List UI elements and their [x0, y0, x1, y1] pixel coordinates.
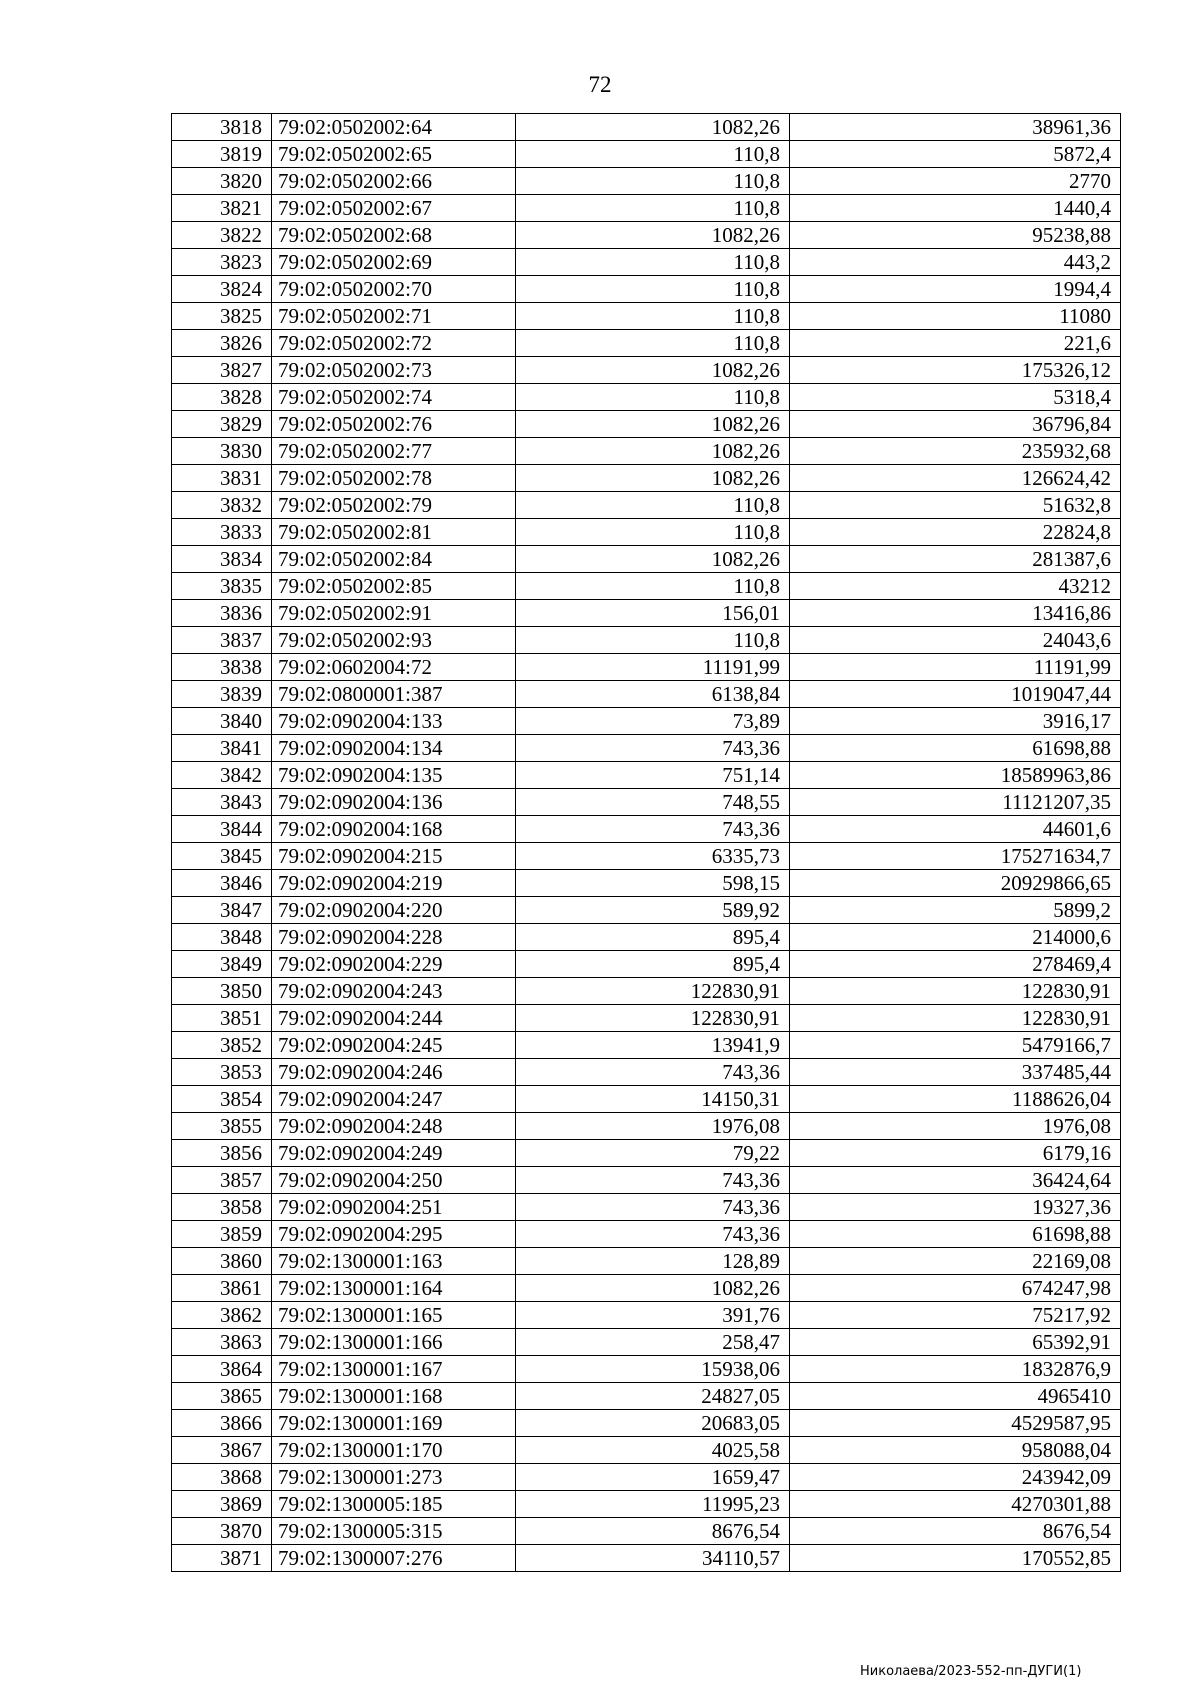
table-row	[172, 1329, 1121, 1356]
cadastral-value: 243942,09	[790, 1464, 1121, 1491]
specific-value: 122830,91	[516, 978, 790, 1005]
cadastral-value: 122830,91	[790, 1005, 1121, 1032]
cadastral-number: 79:02:0502002:73	[272, 357, 516, 384]
row-number: 3871	[172, 1545, 272, 1572]
row-number: 3842	[172, 762, 272, 789]
cadastral-number: 79:02:0502002:77	[272, 438, 516, 465]
cadastral-value: 61698,88	[790, 735, 1121, 762]
table-row	[172, 816, 1121, 843]
cadastral-value: 8676,54	[790, 1518, 1121, 1545]
cadastral-number: 79:02:0902004:215	[272, 843, 516, 870]
row-number: 3827	[172, 357, 272, 384]
cadastral-value: 4529587,95	[790, 1410, 1121, 1437]
cadastral-value: 6179,16	[790, 1140, 1121, 1167]
specific-value: 110,8	[516, 195, 790, 222]
table-row	[172, 1410, 1121, 1437]
table-row	[172, 708, 1121, 735]
row-number: 3833	[172, 519, 272, 546]
table-row	[172, 114, 1121, 141]
specific-value: 743,36	[516, 1194, 790, 1221]
cadastral-value: 1976,08	[790, 1113, 1121, 1140]
table-row	[172, 924, 1121, 951]
row-number: 3860	[172, 1248, 272, 1275]
row-number: 3835	[172, 573, 272, 600]
table-row	[172, 1248, 1121, 1275]
row-number: 3864	[172, 1356, 272, 1383]
cadastral-number: 79:02:0902004:244	[272, 1005, 516, 1032]
row-number: 3851	[172, 1005, 272, 1032]
cadastral-value: 235932,68	[790, 438, 1121, 465]
cadastral-value: 43212	[790, 573, 1121, 600]
cadastral-value: 221,6	[790, 330, 1121, 357]
table-row	[172, 1356, 1121, 1383]
cadastral-number: 79:02:0902004:247	[272, 1086, 516, 1113]
row-number: 3832	[172, 492, 272, 519]
row-number: 3841	[172, 735, 272, 762]
table-row	[172, 897, 1121, 924]
specific-value: 1976,08	[516, 1113, 790, 1140]
cadastral-number: 79:02:1300001:166	[272, 1329, 516, 1356]
cadastral-value: 126624,42	[790, 465, 1121, 492]
cadastral-number: 79:02:0902004:245	[272, 1032, 516, 1059]
cadastral-value: 13416,86	[790, 600, 1121, 627]
specific-value: 128,89	[516, 1248, 790, 1275]
table-row	[172, 1383, 1121, 1410]
specific-value: 895,4	[516, 951, 790, 978]
row-number: 3819	[172, 141, 272, 168]
table-row	[172, 1194, 1121, 1221]
row-number: 3854	[172, 1086, 272, 1113]
row-number: 3858	[172, 1194, 272, 1221]
table-row	[172, 411, 1121, 438]
specific-value: 11191,99	[516, 654, 790, 681]
cadastral-value: 5899,2	[790, 897, 1121, 924]
cadastral-value: 1832876,9	[790, 1356, 1121, 1383]
table-row	[172, 519, 1121, 546]
row-number: 3852	[172, 1032, 272, 1059]
cadastral-value: 95238,88	[790, 222, 1121, 249]
specific-value: 1082,26	[516, 546, 790, 573]
table-row	[172, 978, 1121, 1005]
cadastral-value: 75217,92	[790, 1302, 1121, 1329]
row-number: 3866	[172, 1410, 272, 1437]
specific-value: 110,8	[516, 276, 790, 303]
specific-value: 6138,84	[516, 681, 790, 708]
cadastral-value: 4270301,88	[790, 1491, 1121, 1518]
row-number: 3836	[172, 600, 272, 627]
cadastral-value: 22824,8	[790, 519, 1121, 546]
specific-value: 24827,05	[516, 1383, 790, 1410]
cadastral-value: 51632,8	[790, 492, 1121, 519]
table-row	[172, 330, 1121, 357]
cadastral-number: 79:02:0902004:136	[272, 789, 516, 816]
cadastral-value: 958088,04	[790, 1437, 1121, 1464]
specific-value: 1659,47	[516, 1464, 790, 1491]
row-number: 3828	[172, 384, 272, 411]
cadastral-number: 79:02:1300007:276	[272, 1545, 516, 1572]
row-number: 3862	[172, 1302, 272, 1329]
table-row	[172, 492, 1121, 519]
cadastral-value: 11121207,35	[790, 789, 1121, 816]
specific-value: 1082,26	[516, 438, 790, 465]
specific-value: 110,8	[516, 249, 790, 276]
row-number: 3826	[172, 330, 272, 357]
specific-value: 14150,31	[516, 1086, 790, 1113]
table-row	[172, 870, 1121, 897]
specific-value: 1082,26	[516, 465, 790, 492]
table-row	[172, 384, 1121, 411]
table-row	[172, 438, 1121, 465]
specific-value: 1082,26	[516, 411, 790, 438]
specific-value: 20683,05	[516, 1410, 790, 1437]
row-number: 3822	[172, 222, 272, 249]
specific-value: 751,14	[516, 762, 790, 789]
specific-value: 1082,26	[516, 222, 790, 249]
specific-value: 1082,26	[516, 1275, 790, 1302]
table-row	[172, 1275, 1121, 1302]
specific-value: 743,36	[516, 816, 790, 843]
cadastral-number: 79:02:0502002:81	[272, 519, 516, 546]
cadastral-number: 79:02:0902004:134	[272, 735, 516, 762]
cadastral-number: 79:02:0902004:229	[272, 951, 516, 978]
cadastral-value: 5872,4	[790, 141, 1121, 168]
row-number: 3846	[172, 870, 272, 897]
cadastral-number: 79:02:0602004:72	[272, 654, 516, 681]
row-number: 3830	[172, 438, 272, 465]
specific-value: 34110,57	[516, 1545, 790, 1572]
page-number: 72	[588, 72, 612, 97]
table-row	[172, 195, 1121, 222]
row-number: 3849	[172, 951, 272, 978]
specific-value: 110,8	[516, 330, 790, 357]
table-row	[172, 249, 1121, 276]
specific-value: 11995,23	[516, 1491, 790, 1518]
cadastral-number: 79:02:0502002:70	[272, 276, 516, 303]
cadastral-number: 79:02:0502002:66	[272, 168, 516, 195]
cadastral-value: 2770	[790, 168, 1121, 195]
table-row	[172, 843, 1121, 870]
row-number: 3837	[172, 627, 272, 654]
cadastral-number: 79:02:0502002:67	[272, 195, 516, 222]
cadastral-number: 79:02:0902004:295	[272, 1221, 516, 1248]
specific-value: 15938,06	[516, 1356, 790, 1383]
table-row	[172, 303, 1121, 330]
row-number: 3856	[172, 1140, 272, 1167]
cadastral-number: 79:02:0902004:228	[272, 924, 516, 951]
cadastral-value: 11191,99	[790, 654, 1121, 681]
cadastral-value: 1188626,04	[790, 1086, 1121, 1113]
table-row	[172, 681, 1121, 708]
specific-value: 391,76	[516, 1302, 790, 1329]
cadastral-value: 170552,85	[790, 1545, 1121, 1572]
cadastral-number: 79:02:0502002:79	[272, 492, 516, 519]
table-row	[172, 762, 1121, 789]
cadastral-value: 5479166,7	[790, 1032, 1121, 1059]
cadastral-number: 79:02:0502002:68	[272, 222, 516, 249]
cadastral-value: 65392,91	[790, 1329, 1121, 1356]
cadastral-value: 1440,4	[790, 195, 1121, 222]
row-number: 3820	[172, 168, 272, 195]
table-row	[172, 1005, 1121, 1032]
row-number: 3868	[172, 1464, 272, 1491]
specific-value: 1082,26	[516, 357, 790, 384]
row-number: 3848	[172, 924, 272, 951]
row-number: 3821	[172, 195, 272, 222]
table-row	[172, 546, 1121, 573]
cadastral-number: 79:02:0902004:243	[272, 978, 516, 1005]
table-body	[172, 114, 1121, 1572]
table-row	[172, 1464, 1121, 1491]
specific-value: 13941,9	[516, 1032, 790, 1059]
cadastral-value: 18589963,86	[790, 762, 1121, 789]
row-number: 3823	[172, 249, 272, 276]
cadastral-value: 674247,98	[790, 1275, 1121, 1302]
cadastral-number: 79:02:0902004:248	[272, 1113, 516, 1140]
row-number: 3863	[172, 1329, 272, 1356]
cadastral-number: 79:02:1300001:168	[272, 1383, 516, 1410]
specific-value: 110,8	[516, 303, 790, 330]
specific-value: 110,8	[516, 627, 790, 654]
cadastral-number: 79:02:0502002:91	[272, 600, 516, 627]
row-number: 3857	[172, 1167, 272, 1194]
row-number: 3847	[172, 897, 272, 924]
cadastral-number: 79:02:1300001:167	[272, 1356, 516, 1383]
specific-value: 748,55	[516, 789, 790, 816]
row-number: 3855	[172, 1113, 272, 1140]
row-number: 3867	[172, 1437, 272, 1464]
table-row	[172, 951, 1121, 978]
specific-value: 743,36	[516, 1167, 790, 1194]
table-row	[172, 465, 1121, 492]
row-number: 3818	[172, 114, 272, 141]
cadastral-number: 79:02:0902004:220	[272, 897, 516, 924]
table-row	[172, 600, 1121, 627]
row-number: 3838	[172, 654, 272, 681]
cadastral-value: 5318,4	[790, 384, 1121, 411]
cadastral-number: 79:02:0502002:74	[272, 384, 516, 411]
cadastral-number: 79:02:1300001:163	[272, 1248, 516, 1275]
specific-value: 110,8	[516, 141, 790, 168]
specific-value: 6335,73	[516, 843, 790, 870]
table-row	[172, 1545, 1121, 1572]
row-number: 3840	[172, 708, 272, 735]
cadastral-value: 38961,36	[790, 114, 1121, 141]
specific-value: 589,92	[516, 897, 790, 924]
cadastral-number: 79:02:0502002:93	[272, 627, 516, 654]
table-row	[172, 1221, 1121, 1248]
table-row	[172, 168, 1121, 195]
table-row	[172, 735, 1121, 762]
table-row	[172, 1167, 1121, 1194]
cadastral-value: 20929866,65	[790, 870, 1121, 897]
cadastral-number: 79:02:0902004:133	[272, 708, 516, 735]
cadastral-number: 79:02:0502002:76	[272, 411, 516, 438]
specific-value: 4025,58	[516, 1437, 790, 1464]
cadastral-value: 1994,4	[790, 276, 1121, 303]
specific-value: 1082,26	[516, 114, 790, 141]
cadastral-value: 44601,6	[790, 816, 1121, 843]
row-number: 3844	[172, 816, 272, 843]
cadastral-number: 79:02:0502002:84	[272, 546, 516, 573]
cadastral-value: 214000,6	[790, 924, 1121, 951]
specific-value: 895,4	[516, 924, 790, 951]
table-row	[172, 1059, 1121, 1086]
cadastral-number: 79:02:0902004:246	[272, 1059, 516, 1086]
table-row	[172, 654, 1121, 681]
cadastral-value: 19327,36	[790, 1194, 1121, 1221]
cadastral-value: 11080	[790, 303, 1121, 330]
cadastral-number: 79:02:0502002:65	[272, 141, 516, 168]
table-row	[172, 627, 1121, 654]
row-number: 3843	[172, 789, 272, 816]
specific-value: 79,22	[516, 1140, 790, 1167]
table-row	[172, 1518, 1121, 1545]
table-row	[172, 357, 1121, 384]
cadastral-value: 175271634,7	[790, 843, 1121, 870]
table-row	[172, 1113, 1121, 1140]
cadastral-value: 175326,12	[790, 357, 1121, 384]
row-number: 3850	[172, 978, 272, 1005]
specific-value: 110,8	[516, 519, 790, 546]
specific-value: 110,8	[516, 168, 790, 195]
table-row	[172, 573, 1121, 600]
row-number: 3831	[172, 465, 272, 492]
cadastral-number: 79:02:0502002:85	[272, 573, 516, 600]
table-row	[172, 789, 1121, 816]
row-number: 3845	[172, 843, 272, 870]
cadastral-value: 36424,64	[790, 1167, 1121, 1194]
cadastral-number: 79:02:0502002:71	[272, 303, 516, 330]
row-number: 3865	[172, 1383, 272, 1410]
specific-value: 258,47	[516, 1329, 790, 1356]
cadastral-value: 3916,17	[790, 708, 1121, 735]
cadastral-number: 79:02:1300005:315	[272, 1518, 516, 1545]
cadastral-number: 79:02:0902004:250	[272, 1167, 516, 1194]
cadastral-value: 36796,84	[790, 411, 1121, 438]
cadastral-number: 79:02:1300001:165	[272, 1302, 516, 1329]
specific-value: 743,36	[516, 1221, 790, 1248]
cadastral-value: 337485,44	[790, 1059, 1121, 1086]
table-row	[172, 222, 1121, 249]
specific-value: 110,8	[516, 384, 790, 411]
cadastral-value: 443,2	[790, 249, 1121, 276]
cadastral-number: 79:02:0502002:64	[272, 114, 516, 141]
cadastral-number: 79:02:0800001:387	[272, 681, 516, 708]
cadastral-number: 79:02:1300001:169	[272, 1410, 516, 1437]
row-number: 3861	[172, 1275, 272, 1302]
cadastral-value: 278469,4	[790, 951, 1121, 978]
row-number: 3870	[172, 1518, 272, 1545]
cadastral-number: 79:02:0902004:249	[272, 1140, 516, 1167]
table-row	[172, 276, 1121, 303]
cadastral-value: 61698,88	[790, 1221, 1121, 1248]
specific-value: 743,36	[516, 735, 790, 762]
cadastral-number: 79:02:1300001:170	[272, 1437, 516, 1464]
specific-value: 156,01	[516, 600, 790, 627]
specific-value: 110,8	[516, 492, 790, 519]
table-row	[172, 1437, 1121, 1464]
cadastral-value: 22169,08	[790, 1248, 1121, 1275]
cadastral-number: 79:02:0902004:251	[272, 1194, 516, 1221]
table-row	[172, 1140, 1121, 1167]
row-number: 3834	[172, 546, 272, 573]
cadastral-value: 281387,6	[790, 546, 1121, 573]
specific-value: 73,89	[516, 708, 790, 735]
specific-value: 110,8	[516, 573, 790, 600]
row-number: 3839	[172, 681, 272, 708]
table-row	[172, 1491, 1121, 1518]
cadastral-value: 4965410	[790, 1383, 1121, 1410]
table-row	[172, 1086, 1121, 1113]
cadastral-value: 24043,6	[790, 627, 1121, 654]
row-number: 3853	[172, 1059, 272, 1086]
specific-value: 122830,91	[516, 1005, 790, 1032]
cadastral-number: 79:02:0502002:69	[272, 249, 516, 276]
table-row	[172, 1302, 1121, 1329]
cadastral-number: 79:02:0902004:168	[272, 816, 516, 843]
cadastral-value: 122830,91	[790, 978, 1121, 1005]
cadastral-number: 79:02:1300005:185	[272, 1491, 516, 1518]
cadastral-number: 79:02:0502002:78	[272, 465, 516, 492]
specific-value: 743,36	[516, 1059, 790, 1086]
cadastral-value-table	[171, 113, 1121, 1572]
cadastral-number: 79:02:0902004:135	[272, 762, 516, 789]
cadastral-number: 79:02:1300001:273	[272, 1464, 516, 1491]
row-number: 3825	[172, 303, 272, 330]
cadastral-number: 79:02:0902004:219	[272, 870, 516, 897]
row-number: 3824	[172, 276, 272, 303]
row-number: 3859	[172, 1221, 272, 1248]
table-row	[172, 141, 1121, 168]
cadastral-number: 79:02:0502002:72	[272, 330, 516, 357]
cadastral-number: 79:02:1300001:164	[272, 1275, 516, 1302]
cadastral-value: 1019047,44	[790, 681, 1121, 708]
row-number: 3869	[172, 1491, 272, 1518]
specific-value: 8676,54	[516, 1518, 790, 1545]
table-row	[172, 1032, 1121, 1059]
row-number: 3829	[172, 411, 272, 438]
specific-value: 598,15	[516, 870, 790, 897]
document-reference: Николаева/2023-552-пп-ДУГИ(1)	[860, 1664, 1082, 1679]
